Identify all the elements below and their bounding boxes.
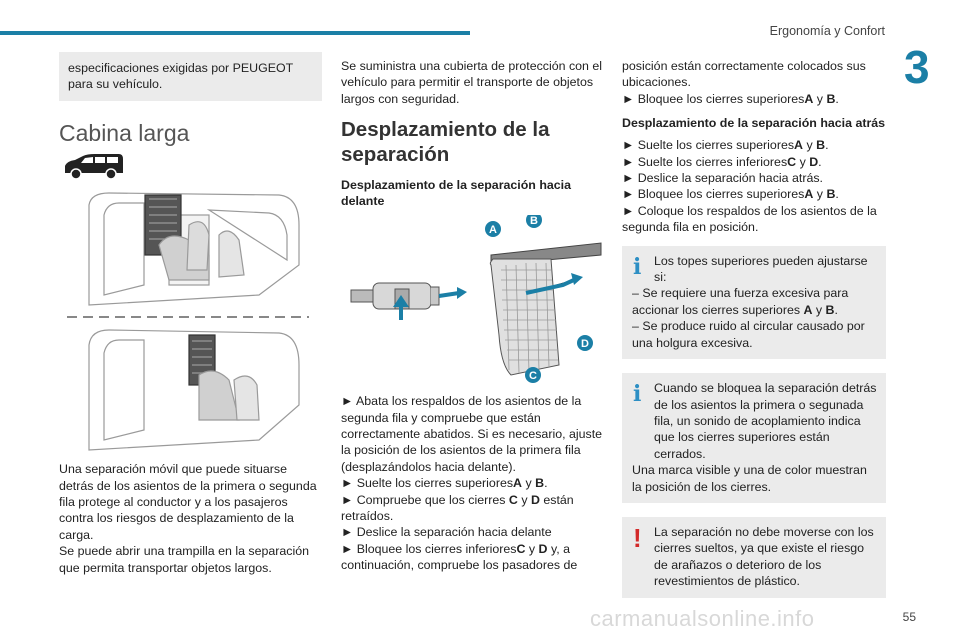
info-note-topes: i Los topes superiores pueden ajustarse si: – Se requiere una fuerza excesiva para accionar los cierres superiores A y B. – Se produce ruido al circular causado por una holgura excesiva.	[622, 246, 886, 359]
para-cabina-2: Se puede abrir una trampilla en la separación que permita transportar objetos largos.	[59, 544, 310, 575]
step-bloquee-inferiores: ► Bloquee los cierres inferioresC y D y, a continuación, compruebe los pasadores de	[341, 541, 578, 573]
column-3	[622, 58, 886, 598]
svg-text:B: B	[530, 215, 538, 228]
step-atras-1: ► Suelte los cierres superioresA y B.	[622, 138, 829, 153]
column-2	[341, 58, 603, 574]
label-A	[485, 221, 501, 237]
cabin-view-rear	[89, 330, 299, 450]
vehicle-cabin-illustration	[59, 185, 319, 455]
info-icon: i	[633, 253, 642, 280]
step-atras-2: ► Suelte los cierres inferioresC y D.	[622, 154, 822, 169]
column-1	[59, 52, 322, 576]
para-cubierta: Se suministra una cubierta de protección con el vehículo para permitir el transporte de objetos largos con seguridad.	[341, 59, 603, 106]
partition-panel	[490, 243, 601, 375]
label-C	[525, 367, 541, 383]
warning-note: ! La separación no debe moverse con los cierres sueltos, ya que existe el riesgo de arañazos o deterioro de los revestimientos de plástico.	[622, 517, 886, 598]
para-posicion: posición están correctamente colocados sus ubicaciones.	[622, 59, 866, 90]
info-icon: i	[633, 381, 642, 408]
heading-desplazamiento: Desplazamiento de la separación	[341, 118, 550, 167]
step-bloquee-superiores-1: ► Bloquee los cierres superioresA y B.	[622, 91, 839, 106]
header-accent-bar	[0, 31, 470, 35]
section-title: Ergonomía y Confort	[769, 24, 885, 38]
van-icon	[61, 153, 125, 181]
intro-box	[59, 52, 322, 101]
label-D	[577, 335, 593, 351]
step-atras-5: ► Coloque los respaldos de los asientos de la segunda fila en posición.	[622, 203, 877, 235]
cabin-view-front	[89, 193, 299, 305]
subheading-hacia-atras: Desplazamiento de la separación hacia atrás	[622, 116, 886, 131]
svg-text:C: C	[529, 370, 537, 383]
latch-diagram	[341, 215, 603, 385]
info-note-sonido: i Cuando se bloquea la separación detrás de los asientos la primera o segunada fila, un sonido de acoplamiento indica que los cierres superiores están cerrados. Una marca visible y una de color muestran la posición de los cierres.	[622, 373, 886, 503]
step-compruebe: ► Compruebe que los cierres C y D están retraídos.	[341, 492, 574, 524]
subheading-hacia-delante: Desplazamiento de la separación hacia delante	[341, 178, 572, 209]
step-atras-4: ► Bloquee los cierres superioresA y B.	[622, 187, 839, 202]
svg-text:D: D	[581, 338, 589, 351]
step-suelte-superiores: ► Suelte los cierres superioresA y B.	[341, 476, 548, 491]
page-number: 55	[902, 610, 916, 624]
step-abata: ► Abata los respaldos de los asientos de la segunda fila y compruebe que están correctamente abatidos. Si es necesario, ajuste la posición de los asientos de la primera fila (desplazándolos hacia delante).	[341, 394, 603, 474]
step-deslice-delante: ► Deslice la separación hacia delante	[341, 525, 552, 540]
step-atras-3: ► Deslice la separación hacia atrás.	[622, 171, 823, 186]
svg-text:A: A	[489, 224, 497, 237]
intro-text: especificaciones exigidas por PEUGEOT para su vehículo.	[68, 61, 293, 92]
chapter-number: 3	[904, 41, 930, 93]
watermark: carmanualsonline.info	[590, 606, 815, 631]
latch-mechanism	[351, 283, 467, 320]
warning-icon: !	[633, 522, 642, 553]
para-cabina-1: Una separación móvil que puede situarse detrás de los asientos de la primera o segunda fila protege al conductor y a los pasajeros contra los riesgos de desplazamiento de la carga.	[59, 462, 317, 542]
heading-cabina-larga: Cabina larga	[59, 119, 190, 146]
label-B	[526, 215, 542, 228]
